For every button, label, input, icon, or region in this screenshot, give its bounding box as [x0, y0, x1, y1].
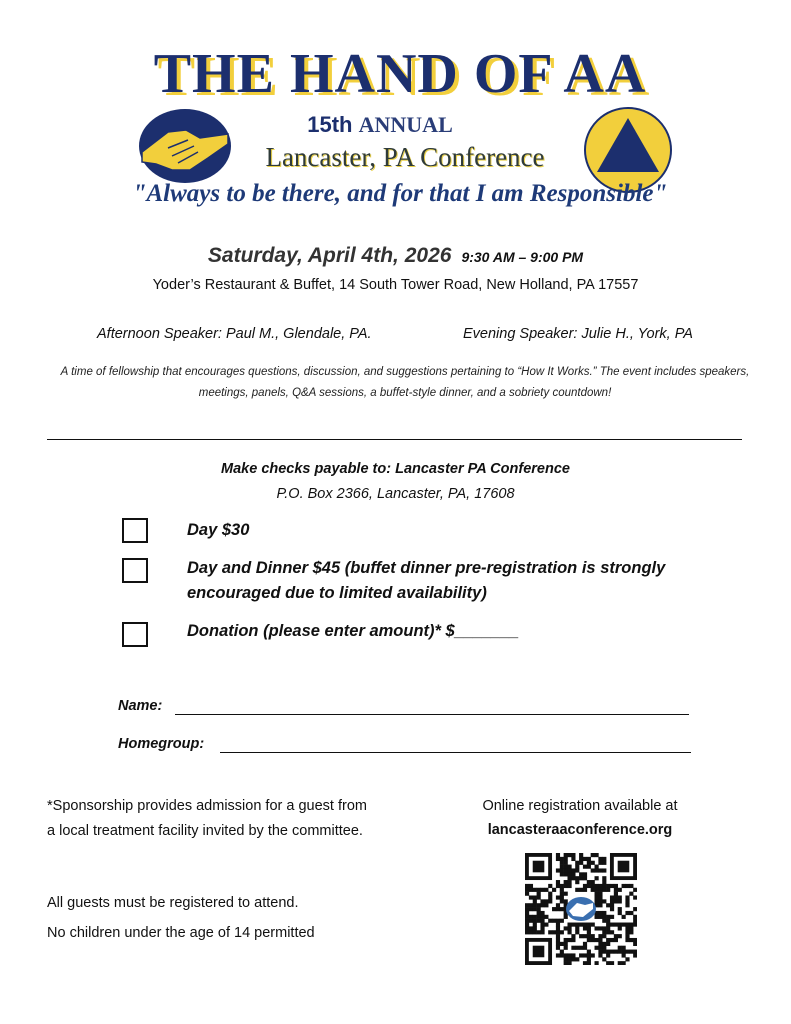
event-description: A time of fellowship that encourages questions, discussion, and suggestions pertaining to “How It Works.” The event includes speakers, meetings, panels, Q&A sessions, a buffet-style dinner, and a sobriety countdown! — [60, 366, 750, 399]
edition-word: ANNUAL — [358, 112, 453, 137]
flyer-title: THE HAND OF AA — [153, 43, 647, 105]
name-field[interactable] — [175, 714, 689, 715]
event-address: Yoder’s Restaurant & Buffet, 14 South Tower Road, New Holland, PA 17557 — [152, 277, 639, 293]
day-dinner-checkbox[interactable] — [122, 558, 148, 583]
day-option-label: Day $30 — [187, 521, 250, 539]
event-time: 9:30 AM – 9:00 PM — [461, 249, 584, 265]
payable-to: Make checks payable to: Lancaster PA Conference — [221, 461, 570, 477]
handshake-logo-icon — [138, 108, 233, 184]
afternoon-speaker: Afternoon Speaker: Paul M., Glendale, PA. — [97, 326, 372, 342]
divider — [47, 439, 742, 440]
online-registration-text: Online registration available at — [482, 798, 678, 814]
motto: "Always to be there, and for that I am Responsible" — [132, 180, 668, 207]
name-label: Name: — [118, 698, 163, 714]
evening-speaker: Evening Speaker: Julie H., York, PA — [463, 326, 693, 342]
homegroup-label: Homegroup: — [118, 736, 205, 752]
conference-name: Lancaster, PA Conference — [265, 142, 545, 172]
donation-checkbox[interactable] — [122, 622, 148, 647]
edition-number: 15th — [307, 112, 353, 137]
donation-option-label: Donation (please enter amount)* $_______ — [187, 622, 519, 640]
registration-note: All guests must be registered to attend. — [47, 895, 299, 911]
registration-url[interactable]: lancasteraaconference.org — [487, 822, 673, 838]
day-checkbox[interactable] — [122, 518, 148, 543]
homegroup-field[interactable] — [220, 752, 691, 753]
event-date: Saturday, April 4th, 2026 — [207, 244, 452, 267]
sponsorship-note: *Sponsorship provides admission for a guest from a local treatment facility invited by the committee. — [47, 798, 367, 839]
event-date-line — [0, 244, 791, 268]
age-note: No children under the age of 14 permitted — [47, 925, 315, 941]
edition-heading — [250, 112, 510, 138]
day-dinner-option-label: Day and Dinner $45 (buffet dinner pre-registration is strongly encouraged due to limited availability) — [187, 559, 666, 602]
mailing-address: P.O. Box 2366, Lancaster, PA, 17608 — [276, 486, 515, 502]
qr-code-icon[interactable] — [525, 853, 637, 965]
